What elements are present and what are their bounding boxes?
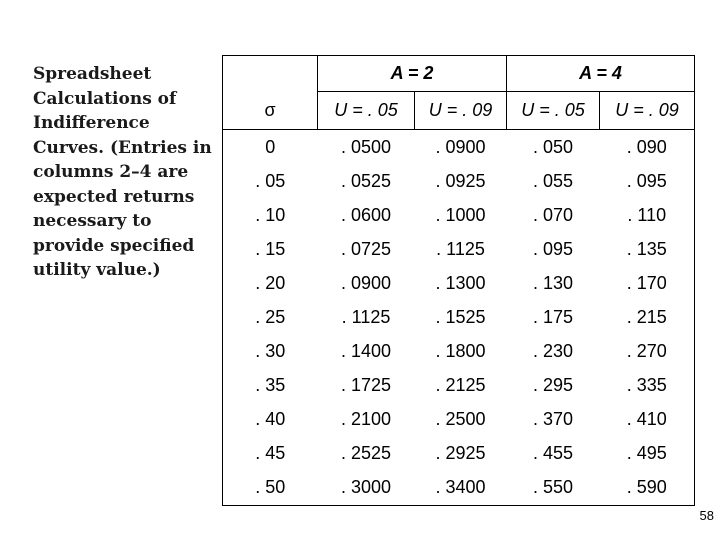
page-number: 58 [699,508,714,523]
column-header-a4-u09: U = . 09 [600,92,695,130]
table-row [223,403,695,437]
expected-return-cell: . 2500 [435,409,486,430]
sigma-cell: . 15 [223,232,318,266]
table-body [223,130,695,506]
expected-return-cell: . 550 [507,471,600,506]
group-header-a2: A = 2 [318,56,507,92]
sigma-cell: . 05 [223,164,318,198]
sigma-cell: . 35 [223,369,318,403]
expected-return-cell: . 1000 [435,204,486,225]
sigma-cell: . 20 [223,266,318,300]
expected-return-cell: . 050 [532,136,574,157]
expected-return-cell: . 230 [532,341,574,362]
expected-return-cell: . 590 [600,471,695,506]
table-row [223,369,695,403]
column-header-a4-u05: U = . 05 [507,92,600,130]
expected-return-cell: . 0500 [340,136,392,157]
expected-return-cell: . 335 [600,369,695,403]
expected-return-cell: . 1800 [435,341,486,362]
expected-return-cell: . 130 [532,272,574,293]
expected-return-cell: . 095 [600,164,695,198]
expected-return-cell: . 215 [600,300,695,334]
table-row [223,300,695,334]
expected-return-cell: . 0725 [340,238,392,259]
expected-return-cell: . 2125 [435,375,486,396]
expected-return-cell: . 3400 [415,471,507,506]
column-header-a2-u05: U = . 05 [318,92,415,130]
expected-return-cell: . 270 [600,335,695,369]
sigma-cell: . 10 [223,198,318,232]
column-header-a2-u09: U = . 09 [415,92,507,130]
group-header-a4: A = 4 [507,56,695,92]
expected-return-cell: . 455 [532,443,574,464]
sigma-cell: . 30 [223,335,318,369]
table-row [223,130,695,165]
expected-return-cell: . 0925 [435,170,486,191]
expected-return-cell: . 2925 [435,443,486,464]
table-row [223,335,695,369]
header-corner-cell [223,56,318,92]
expected-return-cell: . 1725 [340,375,392,396]
indifference-curves-table [222,55,695,506]
sigma-cell: . 45 [223,437,318,471]
expected-return-cell: . 495 [600,437,695,471]
expected-return-cell: . 170 [600,266,695,300]
expected-return-cell: . 0600 [340,204,392,225]
table-row [223,437,695,471]
expected-return-cell: . 3000 [318,471,415,506]
sigma-cell: . 40 [223,403,318,437]
expected-return-cell: . 1125 [341,307,391,328]
expected-return-cell: . 0900 [435,136,486,157]
expected-return-cell: . 070 [532,204,574,225]
expected-return-cell: . 110 [600,198,695,232]
expected-return-cell: . 410 [600,403,695,437]
expected-return-cell: . 0525 [340,170,392,191]
table-caption: Spreadsheet Calculations of Indifference Curves. (Entries in columns 2–4 are expected returns necessary to provide specified utility value.) [33,64,212,280]
table-row [223,198,695,232]
expected-return-cell: . 2525 [340,443,392,464]
table-row [223,471,695,506]
expected-return-cell: . 1400 [340,341,392,362]
sigma-cell: . 25 [223,300,318,334]
column-header-sigma: σ [223,92,318,130]
expected-return-cell: . 1300 [435,272,486,293]
group-header-row [223,56,695,92]
expected-return-cell: . 090 [600,130,695,165]
sub-header-row [223,92,695,130]
sigma-cell: 0 [223,130,318,165]
expected-return-cell: . 175 [532,307,574,328]
expected-return-cell: . 370 [532,409,574,430]
expected-return-cell: . 055 [532,170,574,191]
table-row [223,164,695,198]
expected-return-cell: . 095 [532,238,574,259]
expected-return-cell: . 1525 [435,307,486,328]
expected-return-cell: . 135 [600,232,695,266]
expected-return-cell: . 2100 [340,409,392,430]
table-row [223,232,695,266]
expected-return-cell: . 0900 [340,272,392,293]
expected-return-cell: . 295 [532,375,574,396]
table-row [223,266,695,300]
expected-return-cell: . 1125 [436,238,485,259]
sigma-cell: . 50 [223,471,318,506]
